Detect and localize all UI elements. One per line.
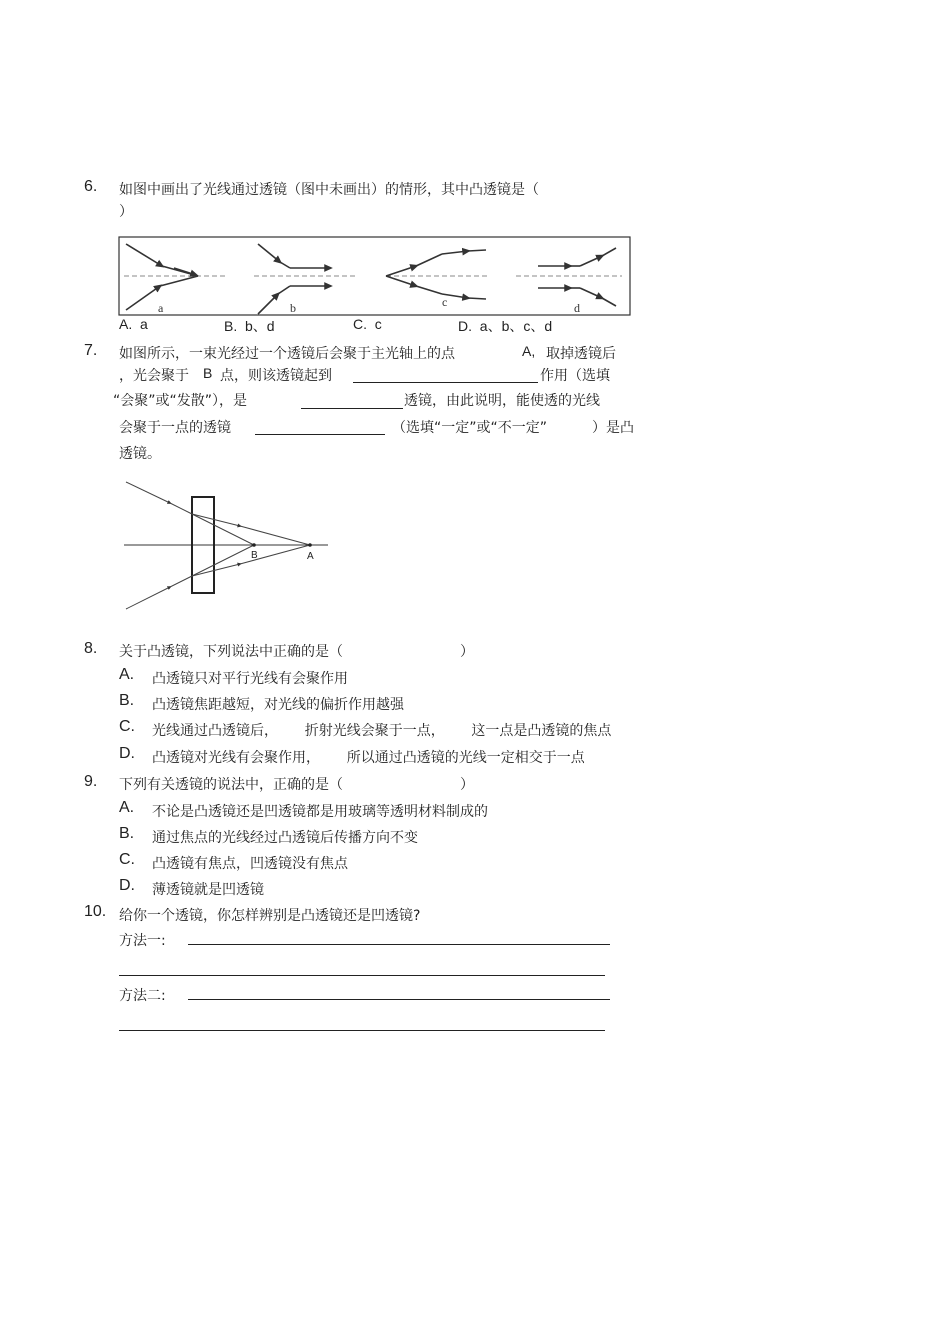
q7-line1: 如图所示，一束光经过一个透镜后会聚于主光轴上的点 xyxy=(119,346,455,362)
q7-line2-point: B xyxy=(203,365,213,381)
q10-number: 10. xyxy=(84,903,107,920)
q7-line1-end: 取掉透镜后 xyxy=(546,346,616,362)
q7-point-b-label: B xyxy=(251,550,258,561)
q7-line2-mid: 点，则该透镜起到 xyxy=(220,368,332,384)
q6-option-c xyxy=(353,316,382,332)
q7-line2-start: ，光会聚于 xyxy=(119,368,189,384)
q7-line1-point: A, xyxy=(522,343,536,359)
q6-option-c-letter: C. xyxy=(353,316,367,332)
q7-line4-end: （选填“一定”或“不一定” xyxy=(392,420,548,436)
q10-method1-line1[interactable] xyxy=(188,944,610,945)
q7-number: 7. xyxy=(84,342,98,359)
q6-label-c: c xyxy=(442,295,448,309)
q7-line2-end: 作用（选填 xyxy=(540,368,610,384)
q7-point-b-dot xyxy=(252,543,256,547)
q9-option-d-letter: D. xyxy=(119,877,135,894)
q9-option-c-letter: C. xyxy=(119,851,135,868)
q6-option-d xyxy=(458,316,552,336)
q6-option-a xyxy=(119,316,148,332)
q8-option-d-text: 凸透镜对光线有会聚作用， 所以通过凸透镜的光线一定相交于一点 xyxy=(152,750,585,766)
q6-rays-d xyxy=(538,248,616,306)
q6-lens-figure xyxy=(118,236,632,318)
q9-option-a-text: 不论是凸透镜还是凹透镜都是用玻璃等透明材料制成的 xyxy=(152,804,488,820)
q6-option-a-text: a xyxy=(140,316,148,332)
q9-option-b-text: 通过焦点的光线经过凸透镜后传播方向不变 xyxy=(152,830,418,846)
q7-blank-2[interactable] xyxy=(301,408,403,409)
q7-point-a-label: A xyxy=(307,551,314,562)
q7-blank-3[interactable] xyxy=(255,434,385,435)
q8-option-c-letter: C. xyxy=(119,718,135,735)
q6-option-a-letter: A. xyxy=(119,316,133,332)
q7-line5: 透镜。 xyxy=(119,446,161,462)
q6-option-b xyxy=(224,316,275,336)
q10-method1-line2[interactable] xyxy=(119,975,605,976)
q9-stem: 下列有关透镜的说法中，正确的是（ xyxy=(119,777,343,793)
q6-option-b-letter: B. xyxy=(224,318,238,334)
q6-option-d-letter: D. xyxy=(458,318,472,334)
q6-label-d: d xyxy=(574,301,580,315)
q6-label-b: b xyxy=(290,301,296,315)
q8-option-d-letter: D. xyxy=(119,745,135,762)
q7-line3-start: “会聚”或“发散”），是 xyxy=(113,393,248,409)
q6-text-line1: 如图中画出了光线通过透镜（图中未画出）的情形，其中凸透镜是（ xyxy=(119,182,539,198)
q7-lens-figure xyxy=(120,476,332,616)
q10-method1-label: 方法一: xyxy=(119,933,166,949)
q9-stem-end: ） xyxy=(460,777,474,793)
q7-line4-start: 会聚于一点的透镜 xyxy=(119,420,231,436)
q9-option-c-text: 凸透镜有焦点，凹透镜没有焦点 xyxy=(152,856,348,872)
q10-method2-line1[interactable] xyxy=(188,999,610,1000)
q9-option-a-letter: A. xyxy=(119,799,135,816)
q8-stem-end: ） xyxy=(460,644,474,660)
q6-number: 6. xyxy=(84,178,98,195)
q8-stem: 关于凸透镜，下列说法中正确的是（ xyxy=(119,644,343,660)
q6-rays-c xyxy=(386,250,486,299)
q7-line4-tail: ）是凸 xyxy=(592,420,634,436)
q6-text-line2: ） xyxy=(119,204,133,220)
q9-option-b-letter: B. xyxy=(119,825,135,842)
q10-method2-line2[interactable] xyxy=(119,1030,605,1031)
q10-stem: 给你一个透镜，你怎样辨别是凸透镜还是凹透镜? xyxy=(119,908,421,924)
q6-option-d-text: a、b、c、d xyxy=(479,318,553,334)
q6-option-b-text: b、d xyxy=(245,318,275,334)
q8-option-a-letter: A. xyxy=(119,666,135,683)
q8-option-b-letter: B. xyxy=(119,692,135,709)
q9-number: 9. xyxy=(84,773,98,790)
q6-label-a: a xyxy=(158,301,164,315)
q8-option-a-text: 凸透镜只对平行光线有会聚作用 xyxy=(152,671,348,687)
q7-line3-end: 透镜，由此说明，能使透的光线 xyxy=(404,393,600,409)
q7-blank-1[interactable] xyxy=(353,382,538,383)
q9-option-d-text: 薄透镜就是凹透镜 xyxy=(152,882,264,898)
q8-option-c-text: 光线通过凸透镜后， 折射光线会聚于一点， 这一点是凸透镜的焦点 xyxy=(152,723,612,739)
q8-option-b-text: 凸透镜焦距越短，对光线的偏折作用越强 xyxy=(152,697,404,713)
q8-number: 8. xyxy=(84,640,98,657)
q6-option-c-text: c xyxy=(374,316,382,332)
q7-point-a-dot xyxy=(308,543,312,547)
q10-method2-label: 方法二: xyxy=(119,988,166,1004)
